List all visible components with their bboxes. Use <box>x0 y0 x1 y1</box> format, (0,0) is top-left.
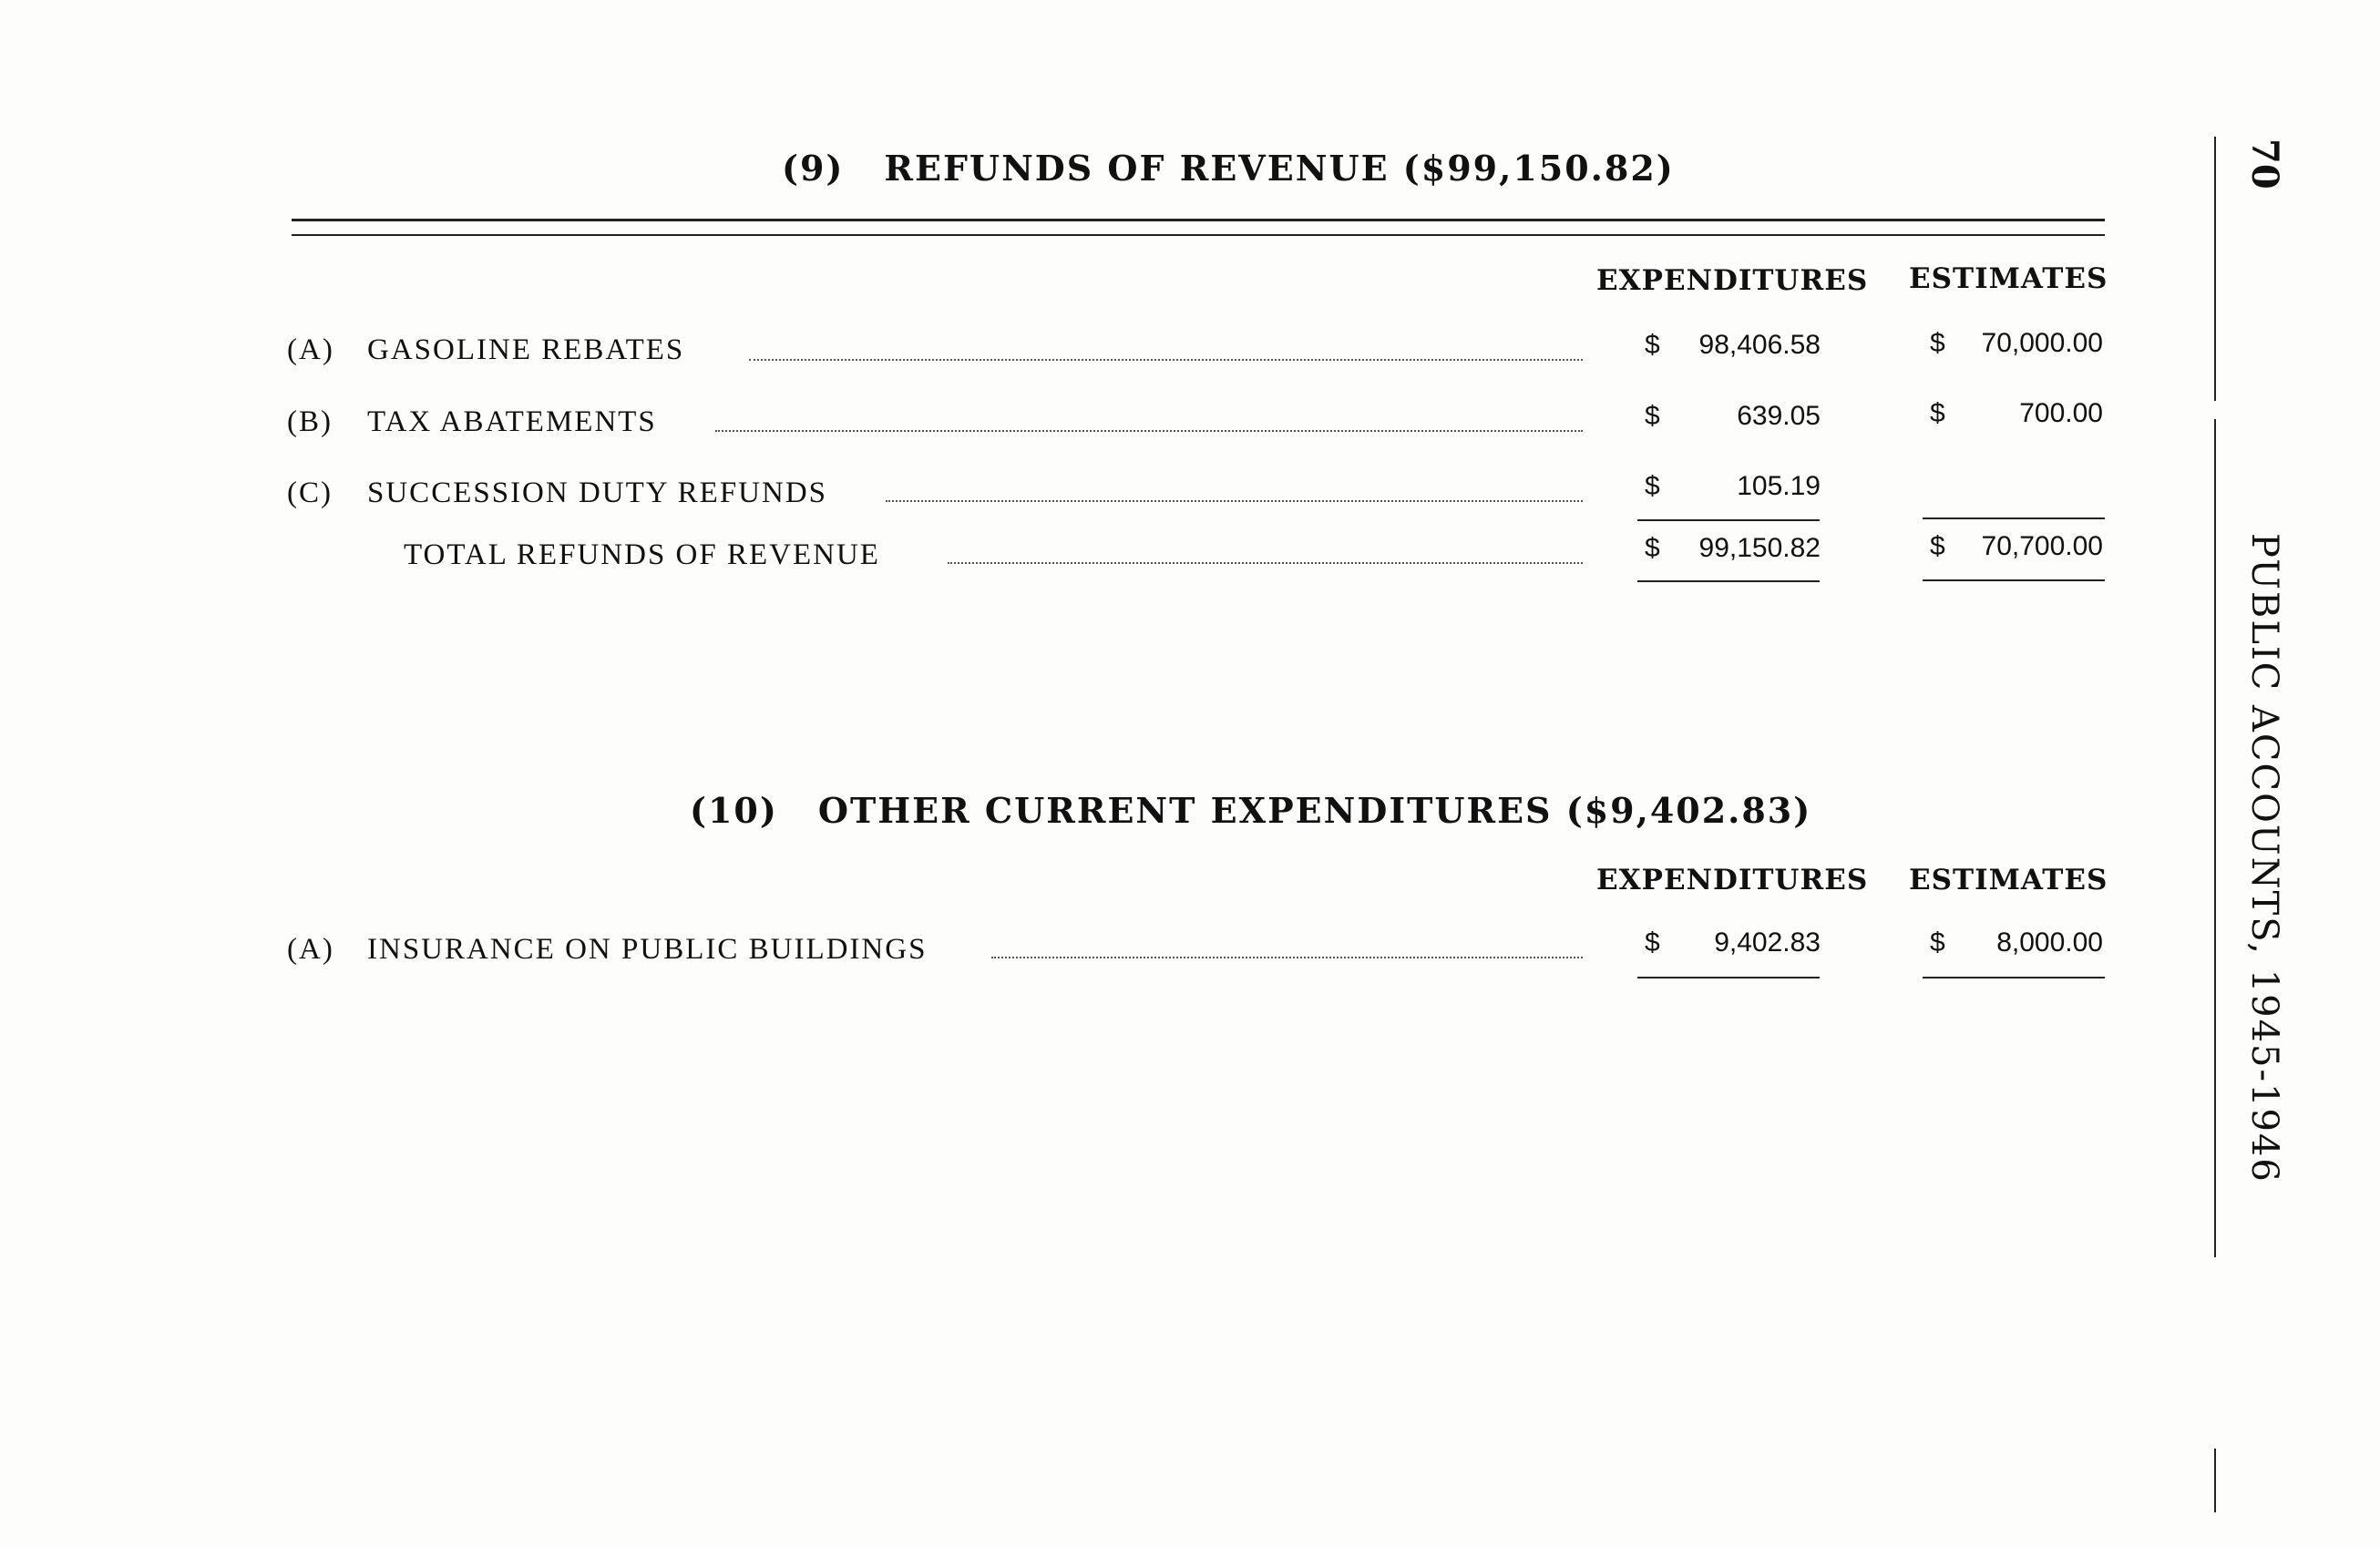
section-9-number: (9) <box>782 148 845 189</box>
side-margin-rule <box>2214 1449 2216 1512</box>
section-9-title: REFUNDS OF REVENUE ($99,150.82) <box>884 148 1675 189</box>
section-10-row-a-label <box>287 933 927 967</box>
section-9-row-c-letter: (C) <box>287 476 333 509</box>
section-10-row-a-estimate: 8,000.00 <box>1996 927 2103 958</box>
section-10-row-a-text: INSURANCE ON PUBLIC BUILDINGS <box>367 933 928 966</box>
dot-leader <box>715 430 1583 432</box>
section-10-row-a-letter: (A) <box>287 933 334 966</box>
section-9-total-est-sign: $ <box>1930 531 1945 561</box>
section-10-exp-total-rule <box>1637 977 1820 978</box>
section-9-row-b-est-sign: $ <box>1930 398 1945 428</box>
section-10-title: OTHER CURRENT EXPENDITURES ($9,402.83) <box>817 790 1812 831</box>
section-9-row-a-letter: (A) <box>287 333 334 366</box>
section-9-col-expenditures: EXPENDITURES <box>1596 264 1869 297</box>
dot-leader <box>991 957 1583 958</box>
section-9-total-exp-sign: $ <box>1645 533 1660 563</box>
page-number: 70 <box>2243 138 2286 190</box>
section-10-est-total-rule <box>1923 977 2105 978</box>
running-title: PUBLIC ACCOUNTS, 1945-1946 <box>2243 533 2285 1183</box>
section-9-row-b-estimate: 700.00 <box>2019 398 2103 428</box>
section-9-row-b-letter: (B) <box>287 405 333 438</box>
section-9-est-subtotal-rule <box>1923 517 2105 519</box>
section-9-row-c-text: SUCCESSION DUTY REFUNDS <box>367 476 828 509</box>
section-9-row-a-label <box>287 333 684 367</box>
section-9-double-rule <box>292 219 2105 236</box>
section-10-row-a-expenditure: 9,402.83 <box>1714 927 1821 958</box>
section-9-exp-total-rule <box>1637 580 1820 582</box>
section-9-total-estimate: 70,700.00 <box>1981 531 2103 561</box>
section-9-row-c-expenditure: 105.19 <box>1737 471 1821 501</box>
section-9-exp-subtotal-rule <box>1637 519 1820 521</box>
dot-leader <box>948 562 1583 564</box>
section-9-row-a-est-sign: $ <box>1930 328 1945 358</box>
section-9-heading <box>782 148 1675 189</box>
section-9-est-total-rule <box>1923 579 2105 581</box>
side-margin-rule <box>2214 137 2216 401</box>
section-9-row-b-expenditure: 639.05 <box>1737 401 1821 431</box>
section-9-row-a-expenditure: 98,406.58 <box>1698 330 1821 360</box>
section-9-row-a-text: GASOLINE REBATES <box>367 333 685 366</box>
section-9-total-expenditure: 99,150.82 <box>1698 533 1821 563</box>
section-10-row-a-est-sign: $ <box>1930 927 1945 958</box>
section-9-row-b-exp-sign: $ <box>1645 401 1660 431</box>
dot-leader <box>749 359 1583 361</box>
section-10-col-expenditures: EXPENDITURES <box>1596 864 1869 896</box>
dot-leader <box>886 500 1583 502</box>
side-margin-rule <box>2214 419 2216 1257</box>
section-9-row-c-label <box>287 476 827 510</box>
section-9-row-a-estimate: 70,000.00 <box>1981 328 2103 358</box>
section-10-row-a-exp-sign: $ <box>1645 927 1660 958</box>
section-9-row-c-exp-sign: $ <box>1645 471 1660 501</box>
section-9-row-b-text: TAX ABATEMENTS <box>367 405 657 438</box>
section-9-col-estimates: ESTIMATES <box>1909 262 2108 295</box>
section-10-heading <box>690 790 1811 831</box>
section-10-number: (10) <box>690 790 778 831</box>
section-9-row-a-exp-sign: $ <box>1645 330 1660 360</box>
section-10-col-estimates: ESTIMATES <box>1909 864 2108 896</box>
section-9-row-b-label <box>287 405 657 439</box>
section-9-total-label: TOTAL REFUNDS OF REVENUE <box>404 538 880 571</box>
